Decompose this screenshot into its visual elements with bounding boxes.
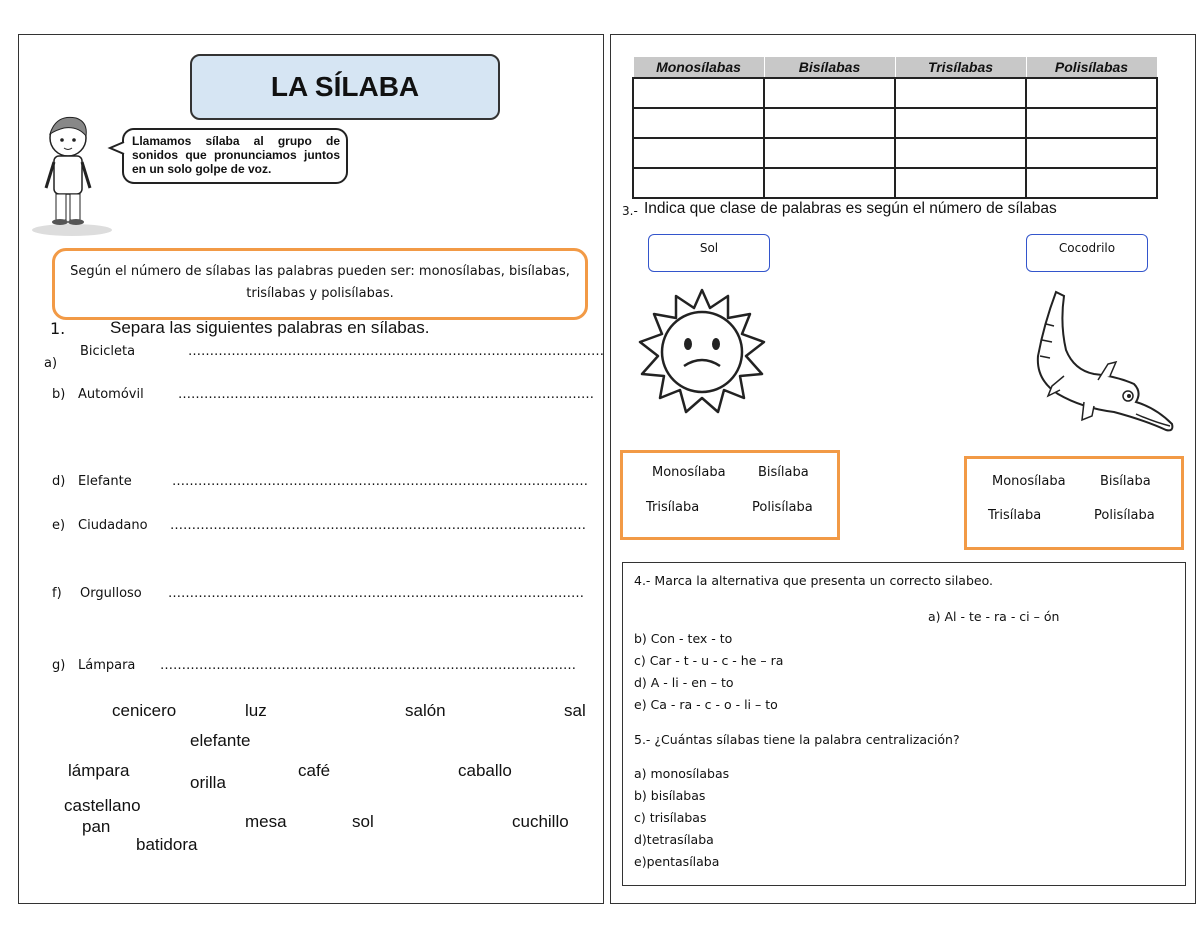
table-cell[interactable]: [764, 168, 895, 198]
item-label: a): [44, 356, 58, 371]
table-header: Trisílabas: [895, 57, 1026, 79]
q4-option-b[interactable]: b) Con - tex - to: [634, 631, 733, 646]
answer-line[interactable]: ……………………………………………………………………………………: [168, 586, 584, 601]
table-cell[interactable]: [633, 78, 764, 108]
word-bank-item: café: [298, 761, 331, 780]
answer-line[interactable]: ……………………………………………………………………………………: [178, 387, 594, 402]
table-header: Polisílabas: [1026, 57, 1157, 79]
q5-option-b[interactable]: b) bisílabas: [634, 788, 706, 803]
item-label: d): [52, 474, 66, 489]
options-box-cocodrilo: [964, 456, 1184, 550]
table-cell[interactable]: [633, 108, 764, 138]
table-cell[interactable]: [1026, 138, 1157, 168]
word-box-sol: Sol: [648, 234, 770, 272]
q5-option-d[interactable]: d)tetrasílaba: [634, 832, 714, 847]
crocodile-illustration: [1024, 284, 1184, 440]
question-3-text: Indica que clase de palabras es según el número de sílabas: [644, 200, 1057, 217]
table-cell[interactable]: [895, 168, 1026, 198]
q4-option-d[interactable]: d) A - li - en – to: [634, 675, 734, 690]
bubble-tail: [108, 140, 126, 156]
word-bank-item: mesa: [245, 812, 287, 831]
option-trisilaba[interactable]: Trisílaba: [646, 500, 700, 515]
word-bank-item: caballo: [458, 761, 512, 780]
table-cell[interactable]: [764, 108, 895, 138]
table-row: [633, 168, 1157, 198]
option-bisilaba[interactable]: Bisílaba: [758, 465, 809, 480]
answer-line[interactable]: ……………………………………………………………………………………: [188, 344, 604, 359]
word-bank-item: salón: [405, 701, 446, 720]
options-box-sol: [620, 450, 840, 540]
item-label: f): [52, 586, 62, 601]
table-cell[interactable]: [895, 138, 1026, 168]
sun-illustration: [622, 282, 782, 422]
table-cell[interactable]: [1026, 168, 1157, 198]
table-header: Monosílabas: [633, 57, 764, 79]
answer-line[interactable]: ……………………………………………………………………………………: [172, 474, 588, 489]
option-bisilaba[interactable]: Bisílaba: [1100, 474, 1151, 489]
q4-option-c[interactable]: c) Car - t - u - c - he – ra: [634, 653, 784, 668]
item-word: Ciudadano: [78, 518, 148, 533]
rule-text: Según el número de sílabas las palabras pueden ser: monosílabas, bisílabas, trisílabas y polisílabas.: [70, 264, 570, 301]
item-label: g): [52, 658, 66, 673]
question-3-number: 3.-: [622, 204, 638, 218]
option-polisilaba[interactable]: Polisílaba: [1094, 508, 1155, 523]
q5-option-c[interactable]: c) trisílabas: [634, 810, 707, 825]
table-cell[interactable]: [1026, 108, 1157, 138]
table-cell[interactable]: [1026, 78, 1157, 108]
option-trisilaba[interactable]: Trisílaba: [988, 508, 1042, 523]
table-cell[interactable]: [633, 168, 764, 198]
table-header: Bisílabas: [764, 57, 895, 79]
page-title: LA SÍLABA: [190, 54, 500, 120]
table-cell[interactable]: [764, 138, 895, 168]
table-cell[interactable]: [764, 78, 895, 108]
rule-box: [52, 248, 588, 320]
word-bank-item: lámpara: [68, 761, 130, 780]
table-cell[interactable]: [895, 78, 1026, 108]
item-word: Bicicleta: [80, 344, 136, 359]
item-word: Automóvil: [78, 387, 144, 402]
table-cell[interactable]: [633, 138, 764, 168]
word-bank-item: batidora: [136, 835, 198, 854]
option-monosilaba[interactable]: Monosílaba: [992, 474, 1066, 489]
item-word: Lámpara: [78, 658, 136, 673]
option-polisilaba[interactable]: Polisílaba: [752, 500, 813, 515]
answer-line[interactable]: ……………………………………………………………………………………: [160, 658, 576, 673]
q4-option-e[interactable]: e) Ca - ra - c - o - li – to: [634, 697, 778, 712]
table-row: [633, 78, 1157, 108]
word-bank-item: pan: [82, 817, 111, 836]
option-monosilaba[interactable]: Monosílaba: [652, 465, 726, 480]
item-label: e): [52, 518, 66, 533]
question-5-title: 5.- ¿Cuántas sílabas tiene la palabra centralización?: [634, 732, 960, 747]
word-box-cocodrilo: Cocodrilo: [1026, 234, 1148, 272]
table-row: [633, 108, 1157, 138]
question-1-number: 1.: [50, 319, 66, 338]
question-4-title: 4.- Marca la alternativa que presenta un correcto silabeo.: [634, 573, 993, 588]
boy-illustration: [28, 108, 120, 236]
word-bank-item: cuchillo: [512, 812, 569, 831]
word-bank-item: cenicero: [112, 701, 177, 720]
q5-option-e[interactable]: e)pentasílaba: [634, 854, 720, 869]
word-bank-item: orilla: [190, 773, 226, 792]
item-label: b): [52, 387, 66, 402]
word-bank-item: castellano: [64, 796, 141, 815]
q4-option-a[interactable]: a) Al - te - ra - ci – ón: [928, 609, 1060, 624]
table-cell[interactable]: [895, 108, 1026, 138]
word-bank-item: sal: [564, 701, 586, 720]
table-row: [633, 138, 1157, 168]
syllable-table: [632, 56, 1158, 199]
word-bank-item: sol: [352, 812, 374, 831]
answer-line[interactable]: ……………………………………………………………………………………: [170, 518, 586, 533]
item-word: Elefante: [78, 474, 132, 489]
word-bank-item: luz: [245, 701, 267, 720]
question-1-text: Separa las siguientes palabras en sílabas.: [110, 318, 430, 337]
item-word: Orgulloso: [80, 586, 142, 601]
definition-bubble: Llamamos sílaba al grupo de sonidos que pronunciamos juntos en un solo golpe de voz.: [122, 128, 348, 184]
q5-option-a[interactable]: a) monosílabas: [634, 766, 730, 781]
word-bank-item: elefante: [190, 731, 251, 750]
